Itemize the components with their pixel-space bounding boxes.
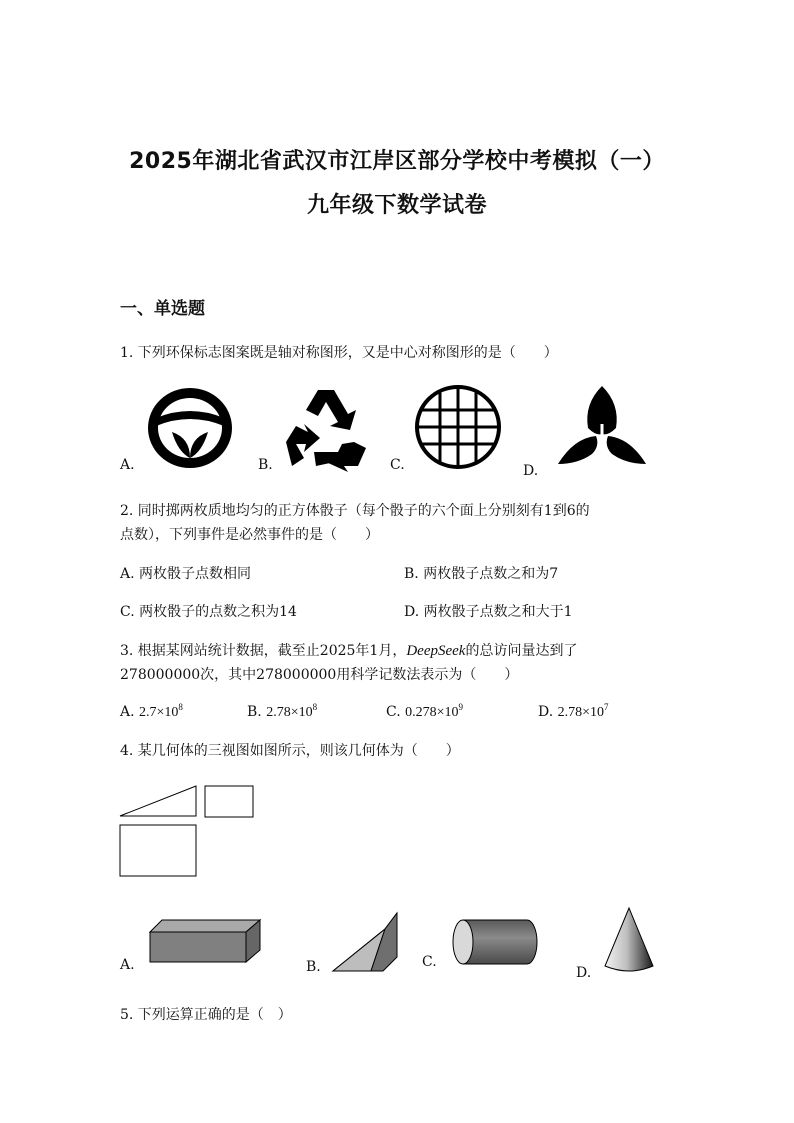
q3-stem-part1: 3. 根据某网站统计数据，截至止2025年1月，: [120, 643, 407, 659]
recycle-icon: [282, 386, 370, 470]
q3-option-c-label: C.: [386, 704, 401, 720]
q3-option-b-exponent: 8: [312, 702, 318, 712]
q4-option-a-label: A.: [120, 957, 135, 973]
question-1-stem: 1. 下列环保标志图案既是轴对称图形，又是中心对称图形的是（ ）: [120, 345, 558, 361]
question-5-stem: 5. 下列运算正确的是（ ）: [120, 1007, 292, 1023]
question-2-stem-line2: 点数），下列事件是必然事件的是（ ）: [120, 527, 379, 543]
q3-option-a-mantissa: 2.7×10: [139, 705, 179, 720]
three-view-diagram: [118, 784, 258, 880]
q3-option-b-mantissa: 2.78×10: [266, 705, 313, 720]
question-3-stem-line2: 278000000次，其中278000000用科学记数法表示为（ ）: [120, 667, 519, 683]
q4-option-b-label: B.: [306, 959, 321, 975]
q3-option-a-label: A.: [120, 704, 135, 720]
top-view-rectangle: [120, 825, 196, 876]
q1-option-d-label: D.: [523, 463, 539, 479]
section-heading: 一、单选题: [120, 299, 205, 319]
q3-option-a-exponent: 8: [178, 702, 183, 712]
q3-option-b-label: B.: [247, 704, 262, 720]
q3-option-c-exponent: 9: [458, 702, 464, 712]
cone-icon: [603, 906, 655, 974]
globe-grid-icon: [414, 384, 502, 470]
q2-option-b: B. 两枚骰子点数之和为7: [404, 566, 559, 582]
q4-option-c-label: C.: [422, 954, 437, 970]
q2-option-c: C. 两枚骰子的点数之积为14: [120, 604, 297, 620]
q3-option-d-mantissa: 2.78×10: [557, 705, 605, 720]
three-leaf-icon: [556, 384, 648, 466]
cylinder-icon: [451, 918, 539, 966]
green-food-logo-icon: [146, 386, 234, 470]
exam-title-line1: 2025年湖北省武汉市江岸区部分学校中考模拟（一）: [129, 149, 665, 174]
cuboid-icon: [148, 918, 262, 964]
q1-option-c-label: C.: [390, 457, 405, 473]
triangular-prism-icon: [331, 911, 401, 973]
q3-option-c: [386, 702, 463, 721]
q3-stem-part2: 的总访问量达到了: [465, 643, 578, 659]
exam-title-line2: 九年级下数学试卷: [306, 193, 487, 218]
q2-option-d: D. 两枚骰子点数之和大于1: [404, 604, 573, 620]
q3-option-d-label: D.: [538, 704, 554, 720]
q3-option-c-mantissa: 0.278×10: [405, 705, 459, 720]
q2-option-a: A. 两枚骰子点数相同: [120, 566, 252, 582]
q1-option-b-label: B.: [258, 457, 273, 473]
q3-option-d: [538, 702, 609, 721]
q3-option-a: [120, 702, 183, 721]
question-3-stem-line1: [120, 640, 577, 660]
q3-option-d-exponent: 7: [604, 702, 609, 712]
q3-brand-name: DeepSeek: [406, 643, 466, 659]
question-2-stem-line1: 2. 同时掷两枚质地均匀的正方体骰子（每个骰子的六个面上分别刻有1到6的: [120, 503, 590, 519]
q3-option-b: [247, 702, 317, 721]
q4-option-d-label: D.: [576, 965, 592, 981]
front-view-triangle: [120, 786, 196, 816]
side-view-rectangle: [205, 786, 253, 817]
q1-option-a-label: A.: [120, 457, 135, 473]
question-4-stem: 4. 某几何体的三视图如图所示，则该几何体为（ ）: [120, 743, 460, 759]
